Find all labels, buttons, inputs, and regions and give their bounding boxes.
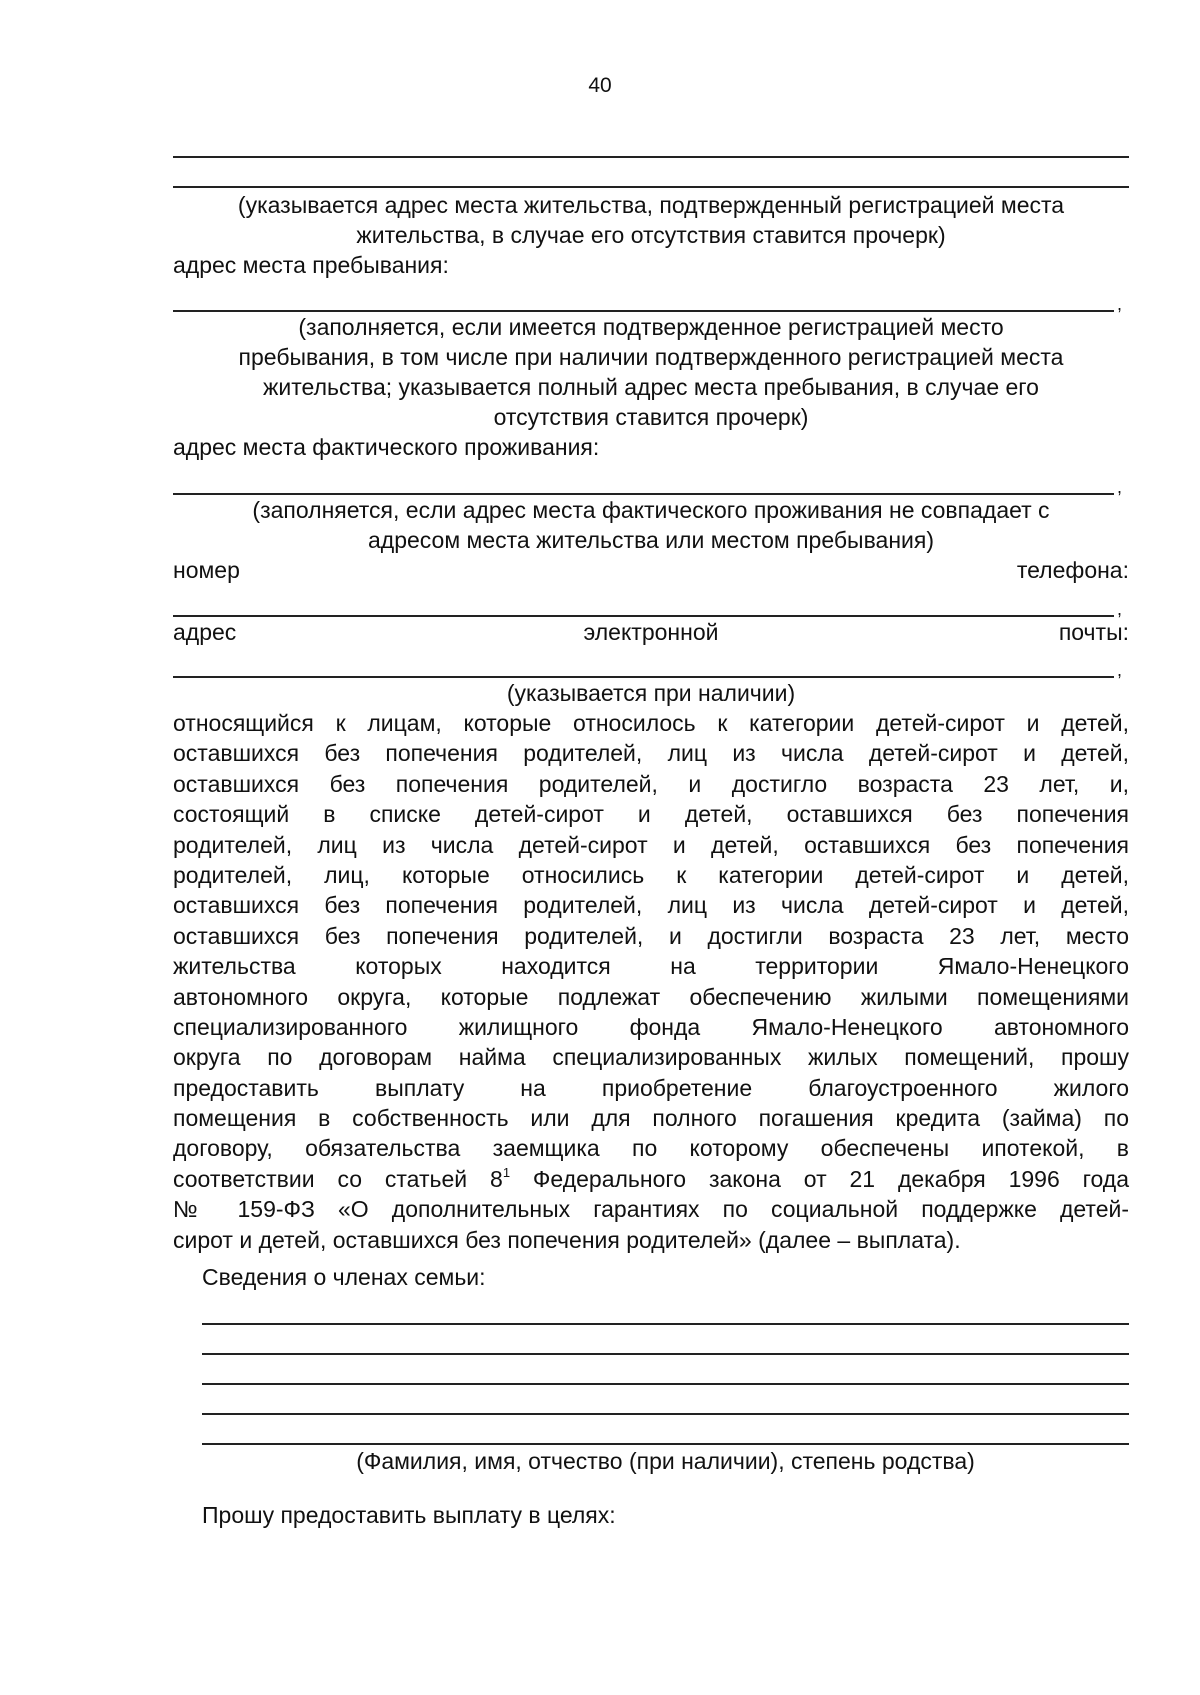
residence-caption-line-1: (указывается адрес места жительства, подтвержденный регистрацией места	[237, 192, 1065, 218]
body-line-8: оставшихся без попечения родителей, и достигли возраста 23 лет, место	[173, 922, 1129, 949]
family-member-line-2[interactable]	[202, 1353, 1129, 1355]
email-comma: ,	[1117, 660, 1123, 680]
phone-label-word-2: телефона:	[1016, 557, 1129, 583]
email-label-word-2: электронной	[583, 619, 719, 645]
family-member-line-4[interactable]	[202, 1413, 1129, 1415]
body-line-3: оставшихся без попечения родителей, и достигло возраста 23 лет, и,	[173, 770, 1129, 797]
request-body-paragraph	[173, 708, 1129, 1255]
actual-caption-line-2: адресом места жительства или местом пребывания)	[367, 527, 934, 553]
body-line-14: помещения в собственность или для полного погашения кредита (займа) по	[173, 1105, 1129, 1132]
body-line-5: родителей, лиц из числа детей-сирот и детей, оставшихся без попечения	[173, 831, 1129, 858]
body-line-2: оставшихся без попечения родителей, лиц из числа детей-сирот и детей,	[173, 740, 1129, 767]
email-label-word-3: почты:	[1058, 619, 1129, 645]
article-superscript: 1	[502, 1164, 511, 1180]
stay-address-label: адрес места пребывания:	[173, 252, 449, 278]
stay-caption-line-4: отсутствия ставится прочерк)	[493, 404, 809, 430]
family-heading: Сведения о членах семьи:	[202, 1264, 486, 1290]
residence-caption-line-2: жительства, в случае его отсутствия ставится прочерк)	[356, 222, 946, 248]
email-caption: (указывается при наличии)	[506, 680, 796, 706]
stay-caption-line-1: (заполняется, если имеется подтвержденное регистрацией место	[298, 314, 1004, 340]
phone-label-word-1: номер	[173, 557, 240, 583]
body-line-6: родителей, лиц, которые относились к категории детей-сирот и детей,	[173, 861, 1129, 888]
page-number: 40	[588, 74, 612, 97]
body-line-13: предоставить выплату на приобретение благоустроенного жилого	[173, 1074, 1129, 1101]
residence-address-line-2[interactable]	[173, 186, 1129, 188]
actual-address-comma: ,	[1117, 477, 1123, 497]
actual-caption-line-1: (заполняется, если адрес места фактического проживания не совпадает с	[252, 497, 1050, 523]
stay-caption-line-3: жительства; указывается полный адрес места пребывания, в случае его	[263, 374, 1039, 400]
stay-address-comma: ,	[1117, 294, 1123, 314]
body-line-18: сирот и детей, оставшихся без попечения родителей» (далее – выплата).	[173, 1226, 961, 1253]
body-line-15: договору, обязательства заемщика по которому обеспечены ипотекой, в	[173, 1135, 1129, 1162]
body-line-16-part-1: соответствии со статьей 8	[173, 1165, 503, 1192]
family-member-line-3[interactable]	[202, 1383, 1129, 1385]
family-member-line-5[interactable]	[202, 1443, 1129, 1445]
body-line-17: № 159-ФЗ «О дополнительных гарантиях по социальной поддержке детей-	[173, 1196, 1129, 1223]
email-label-word-1: адрес	[173, 619, 237, 645]
body-line-10: автономного округа, которые подлежат обеспечению жилыми помещениями	[173, 983, 1129, 1010]
family-caption: (Фамилия, имя, отчество (при наличии), степень родства)	[356, 1448, 975, 1474]
body-line-1: относящийся к лицам, которые относилось к категории детей-сирот и детей,	[173, 710, 1129, 736]
body-line-16	[173, 1164, 1129, 1194]
residence-address-line-1[interactable]	[173, 156, 1129, 158]
family-member-line-1[interactable]	[202, 1323, 1129, 1325]
body-line-11: специализированного жилищного фонда Ямало-Ненецкого автономного	[173, 1013, 1129, 1040]
body-line-16-part-2: Федерального закона от 21 декабря 1996 года	[510, 1165, 1130, 1192]
body-line-12: округа по договорам найма специализированных жилых помещений, прошу	[173, 1044, 1129, 1071]
actual-address-label: адрес места фактического проживания:	[173, 434, 600, 460]
stay-caption-line-2: пребывания, в том числе при наличии подтвержденного регистрацией места	[238, 344, 1064, 370]
phone-comma: ,	[1117, 599, 1123, 619]
body-line-7: оставшихся без попечения родителей, лиц из числа детей-сирот и детей,	[173, 892, 1129, 919]
body-line-4: состоящий в списке детей-сирот и детей, оставшихся без попечения	[173, 801, 1129, 828]
body-line-9: жительства которых находится на территории Ямало-Ненецкого	[173, 953, 1129, 980]
request-purpose-label: Прошу предоставить выплату в целях:	[202, 1502, 616, 1528]
